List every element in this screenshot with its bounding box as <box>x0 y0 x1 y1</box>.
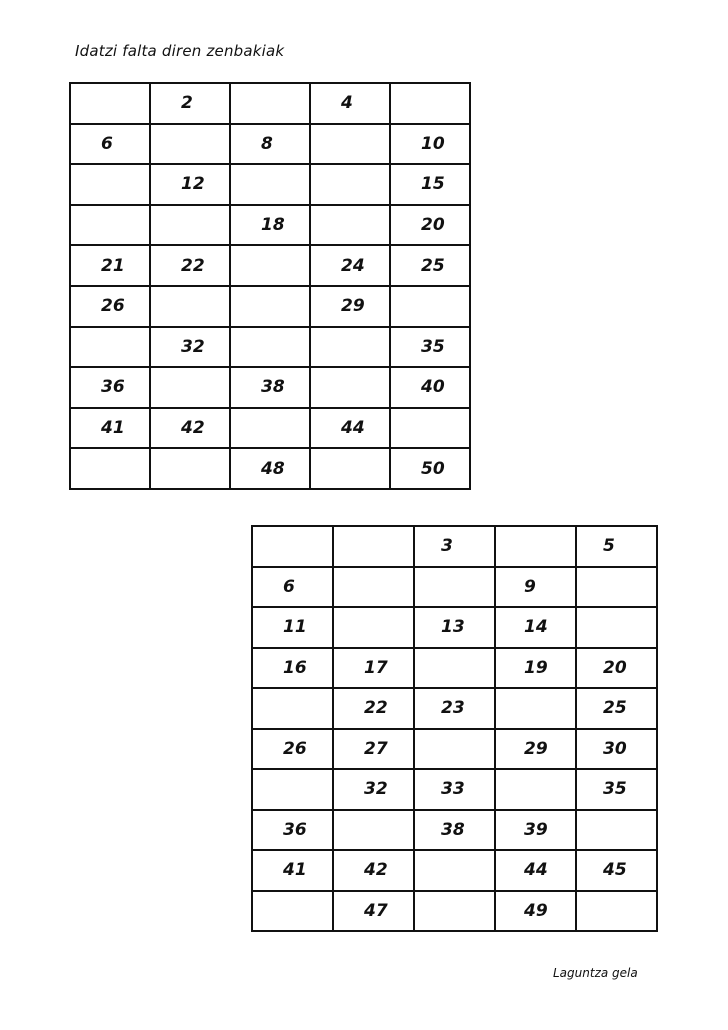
number-cell <box>310 245 390 286</box>
cell-number: 11 <box>283 617 307 638</box>
blank-cell[interactable] <box>310 164 390 205</box>
blank-cell[interactable] <box>310 205 390 246</box>
cell-number: 38 <box>261 377 285 398</box>
grid-row <box>252 891 657 932</box>
number-cell <box>230 124 310 165</box>
cell-number: 26 <box>101 296 125 317</box>
grid-row <box>252 769 657 810</box>
cell-number: 6 <box>283 576 295 597</box>
number-cell <box>230 448 310 489</box>
number-cell <box>333 729 414 770</box>
cell-number: 23 <box>441 698 465 719</box>
blank-cell[interactable] <box>333 567 414 608</box>
number-cell <box>230 205 310 246</box>
cell-number: 18 <box>261 215 285 236</box>
number-cell <box>414 769 495 810</box>
blank-cell[interactable] <box>70 327 150 368</box>
cell-number: 29 <box>524 738 548 759</box>
cell-number: 39 <box>524 819 548 840</box>
cell-number: 45 <box>603 860 627 881</box>
number-cell <box>576 850 657 891</box>
cell-number: 15 <box>421 174 445 195</box>
number-cell <box>310 286 390 327</box>
number-cell <box>333 769 414 810</box>
number-cell <box>576 688 657 729</box>
number-cell <box>333 688 414 729</box>
number-cell <box>495 891 576 932</box>
cell-number: 41 <box>283 860 307 881</box>
number-cell <box>390 124 470 165</box>
cell-number: 44 <box>341 418 365 439</box>
number-grid-1 <box>69 82 471 490</box>
cell-number: 5 <box>603 536 615 557</box>
cell-number: 10 <box>421 133 445 154</box>
number-cell <box>230 367 310 408</box>
blank-cell[interactable] <box>414 850 495 891</box>
blank-cell[interactable] <box>230 408 310 449</box>
cell-number: 20 <box>603 657 627 678</box>
cell-number: 48 <box>261 458 285 479</box>
cell-number: 35 <box>603 779 627 800</box>
cell-number: 40 <box>421 377 445 398</box>
number-cell <box>150 245 230 286</box>
grid-row <box>70 205 470 246</box>
number-cell <box>310 83 390 124</box>
grid-row <box>70 327 470 368</box>
cell-number: 22 <box>364 698 388 719</box>
blank-cell[interactable] <box>230 164 310 205</box>
number-cell <box>252 850 333 891</box>
cell-number: 14 <box>524 617 548 638</box>
number-cell <box>495 729 576 770</box>
grid-row <box>70 245 470 286</box>
number-cell <box>576 729 657 770</box>
grid-row <box>70 286 470 327</box>
number-cell <box>390 327 470 368</box>
cell-number: 36 <box>101 377 125 398</box>
cell-number: 50 <box>421 458 445 479</box>
number-cell <box>390 164 470 205</box>
number-cell <box>70 367 150 408</box>
grid-row <box>252 648 657 689</box>
blank-cell[interactable] <box>414 891 495 932</box>
cell-number: 4 <box>341 93 353 114</box>
grid-row <box>70 448 470 489</box>
grid-row <box>252 567 657 608</box>
grid-row <box>70 408 470 449</box>
blank-cell[interactable] <box>150 205 230 246</box>
cell-number: 24 <box>341 255 365 276</box>
cell-number: 19 <box>524 657 548 678</box>
blank-cell[interactable] <box>310 448 390 489</box>
number-cell <box>414 688 495 729</box>
cell-number: 22 <box>181 255 205 276</box>
cell-number: 26 <box>283 738 307 759</box>
grid-row <box>252 607 657 648</box>
cell-number: 32 <box>364 779 388 800</box>
footer-label: Laguntza gela <box>553 966 638 980</box>
cell-number: 32 <box>181 336 205 357</box>
number-cell <box>252 729 333 770</box>
cell-number: 42 <box>364 860 388 881</box>
blank-cell[interactable] <box>576 891 657 932</box>
cell-number: 17 <box>364 657 388 678</box>
cell-number: 8 <box>261 133 273 154</box>
number-cell <box>150 408 230 449</box>
number-cell <box>390 205 470 246</box>
blank-cell[interactable] <box>390 408 470 449</box>
grid-row <box>252 810 657 851</box>
number-cell <box>495 607 576 648</box>
number-cell <box>70 245 150 286</box>
number-cell <box>495 567 576 608</box>
blank-cell[interactable] <box>333 607 414 648</box>
number-cell <box>150 83 230 124</box>
cell-number: 6 <box>101 133 113 154</box>
cell-number: 47 <box>364 900 388 921</box>
cell-number: 12 <box>181 174 205 195</box>
blank-cell[interactable] <box>150 124 230 165</box>
blank-cell[interactable] <box>150 448 230 489</box>
blank-cell[interactable] <box>310 327 390 368</box>
page-title: Idatzi falta diren zenbakiak <box>75 42 285 60</box>
number-cell <box>150 327 230 368</box>
blank-cell[interactable] <box>150 367 230 408</box>
cell-number: 25 <box>421 255 445 276</box>
cell-number: 29 <box>341 296 365 317</box>
blank-cell[interactable] <box>576 607 657 648</box>
cell-number: 33 <box>441 779 465 800</box>
cell-number: 20 <box>421 215 445 236</box>
cell-number: 44 <box>524 860 548 881</box>
blank-cell[interactable] <box>230 327 310 368</box>
blank-cell[interactable] <box>495 769 576 810</box>
grid-row <box>70 164 470 205</box>
grid-row <box>252 850 657 891</box>
cell-number: 38 <box>441 819 465 840</box>
cell-number: 36 <box>283 819 307 840</box>
blank-cell[interactable] <box>576 567 657 608</box>
cell-number: 16 <box>283 657 307 678</box>
number-cell <box>390 448 470 489</box>
number-cell <box>252 810 333 851</box>
number-cell <box>150 164 230 205</box>
blank-cell[interactable] <box>495 688 576 729</box>
cell-number: 2 <box>181 93 193 114</box>
cell-number: 42 <box>181 418 205 439</box>
blank-cell[interactable] <box>70 83 150 124</box>
number-cell <box>576 648 657 689</box>
blank-cell[interactable] <box>333 526 414 567</box>
blank-cell[interactable] <box>310 124 390 165</box>
blank-cell[interactable] <box>252 526 333 567</box>
number-cell <box>495 810 576 851</box>
blank-cell[interactable] <box>230 286 310 327</box>
cell-number: 41 <box>101 418 125 439</box>
number-cell <box>390 367 470 408</box>
blank-cell[interactable] <box>390 83 470 124</box>
blank-cell[interactable] <box>150 286 230 327</box>
number-cell <box>310 408 390 449</box>
grid-row <box>70 367 470 408</box>
number-cell <box>414 526 495 567</box>
number-cell <box>70 408 150 449</box>
number-cell <box>252 567 333 608</box>
blank-cell[interactable] <box>310 367 390 408</box>
number-cell <box>390 245 470 286</box>
cell-number: 21 <box>101 255 125 276</box>
blank-cell[interactable] <box>252 891 333 932</box>
number-cell <box>495 648 576 689</box>
cell-number: 25 <box>603 698 627 719</box>
number-cell <box>252 648 333 689</box>
grid-row <box>70 124 470 165</box>
number-cell <box>414 607 495 648</box>
blank-cell[interactable] <box>230 245 310 286</box>
cell-number: 35 <box>421 336 445 357</box>
cell-number: 3 <box>441 536 453 557</box>
cell-number: 49 <box>524 900 548 921</box>
grid-row <box>70 83 470 124</box>
cell-number: 13 <box>441 617 465 638</box>
number-cell <box>414 810 495 851</box>
number-cell <box>70 124 150 165</box>
number-grid-2 <box>251 525 658 932</box>
blank-cell[interactable] <box>414 648 495 689</box>
blank-cell[interactable] <box>70 164 150 205</box>
blank-cell[interactable] <box>576 810 657 851</box>
blank-cell[interactable] <box>414 567 495 608</box>
blank-cell[interactable] <box>230 83 310 124</box>
blank-cell[interactable] <box>70 205 150 246</box>
number-cell <box>576 526 657 567</box>
number-cell <box>495 850 576 891</box>
number-cell <box>70 286 150 327</box>
grid-row <box>252 526 657 567</box>
cell-number: 27 <box>364 738 388 759</box>
cell-number: 30 <box>603 738 627 759</box>
blank-cell[interactable] <box>414 729 495 770</box>
blank-cell[interactable] <box>252 769 333 810</box>
number-cell <box>333 648 414 689</box>
number-cell <box>333 891 414 932</box>
blank-cell[interactable] <box>333 810 414 851</box>
number-cell <box>333 850 414 891</box>
number-cell <box>576 769 657 810</box>
number-cell <box>252 607 333 648</box>
blank-cell[interactable] <box>390 286 470 327</box>
grid-row <box>252 729 657 770</box>
blank-cell[interactable] <box>252 688 333 729</box>
grid-row <box>252 688 657 729</box>
cell-number: 9 <box>524 576 536 597</box>
blank-cell[interactable] <box>70 448 150 489</box>
blank-cell[interactable] <box>495 526 576 567</box>
